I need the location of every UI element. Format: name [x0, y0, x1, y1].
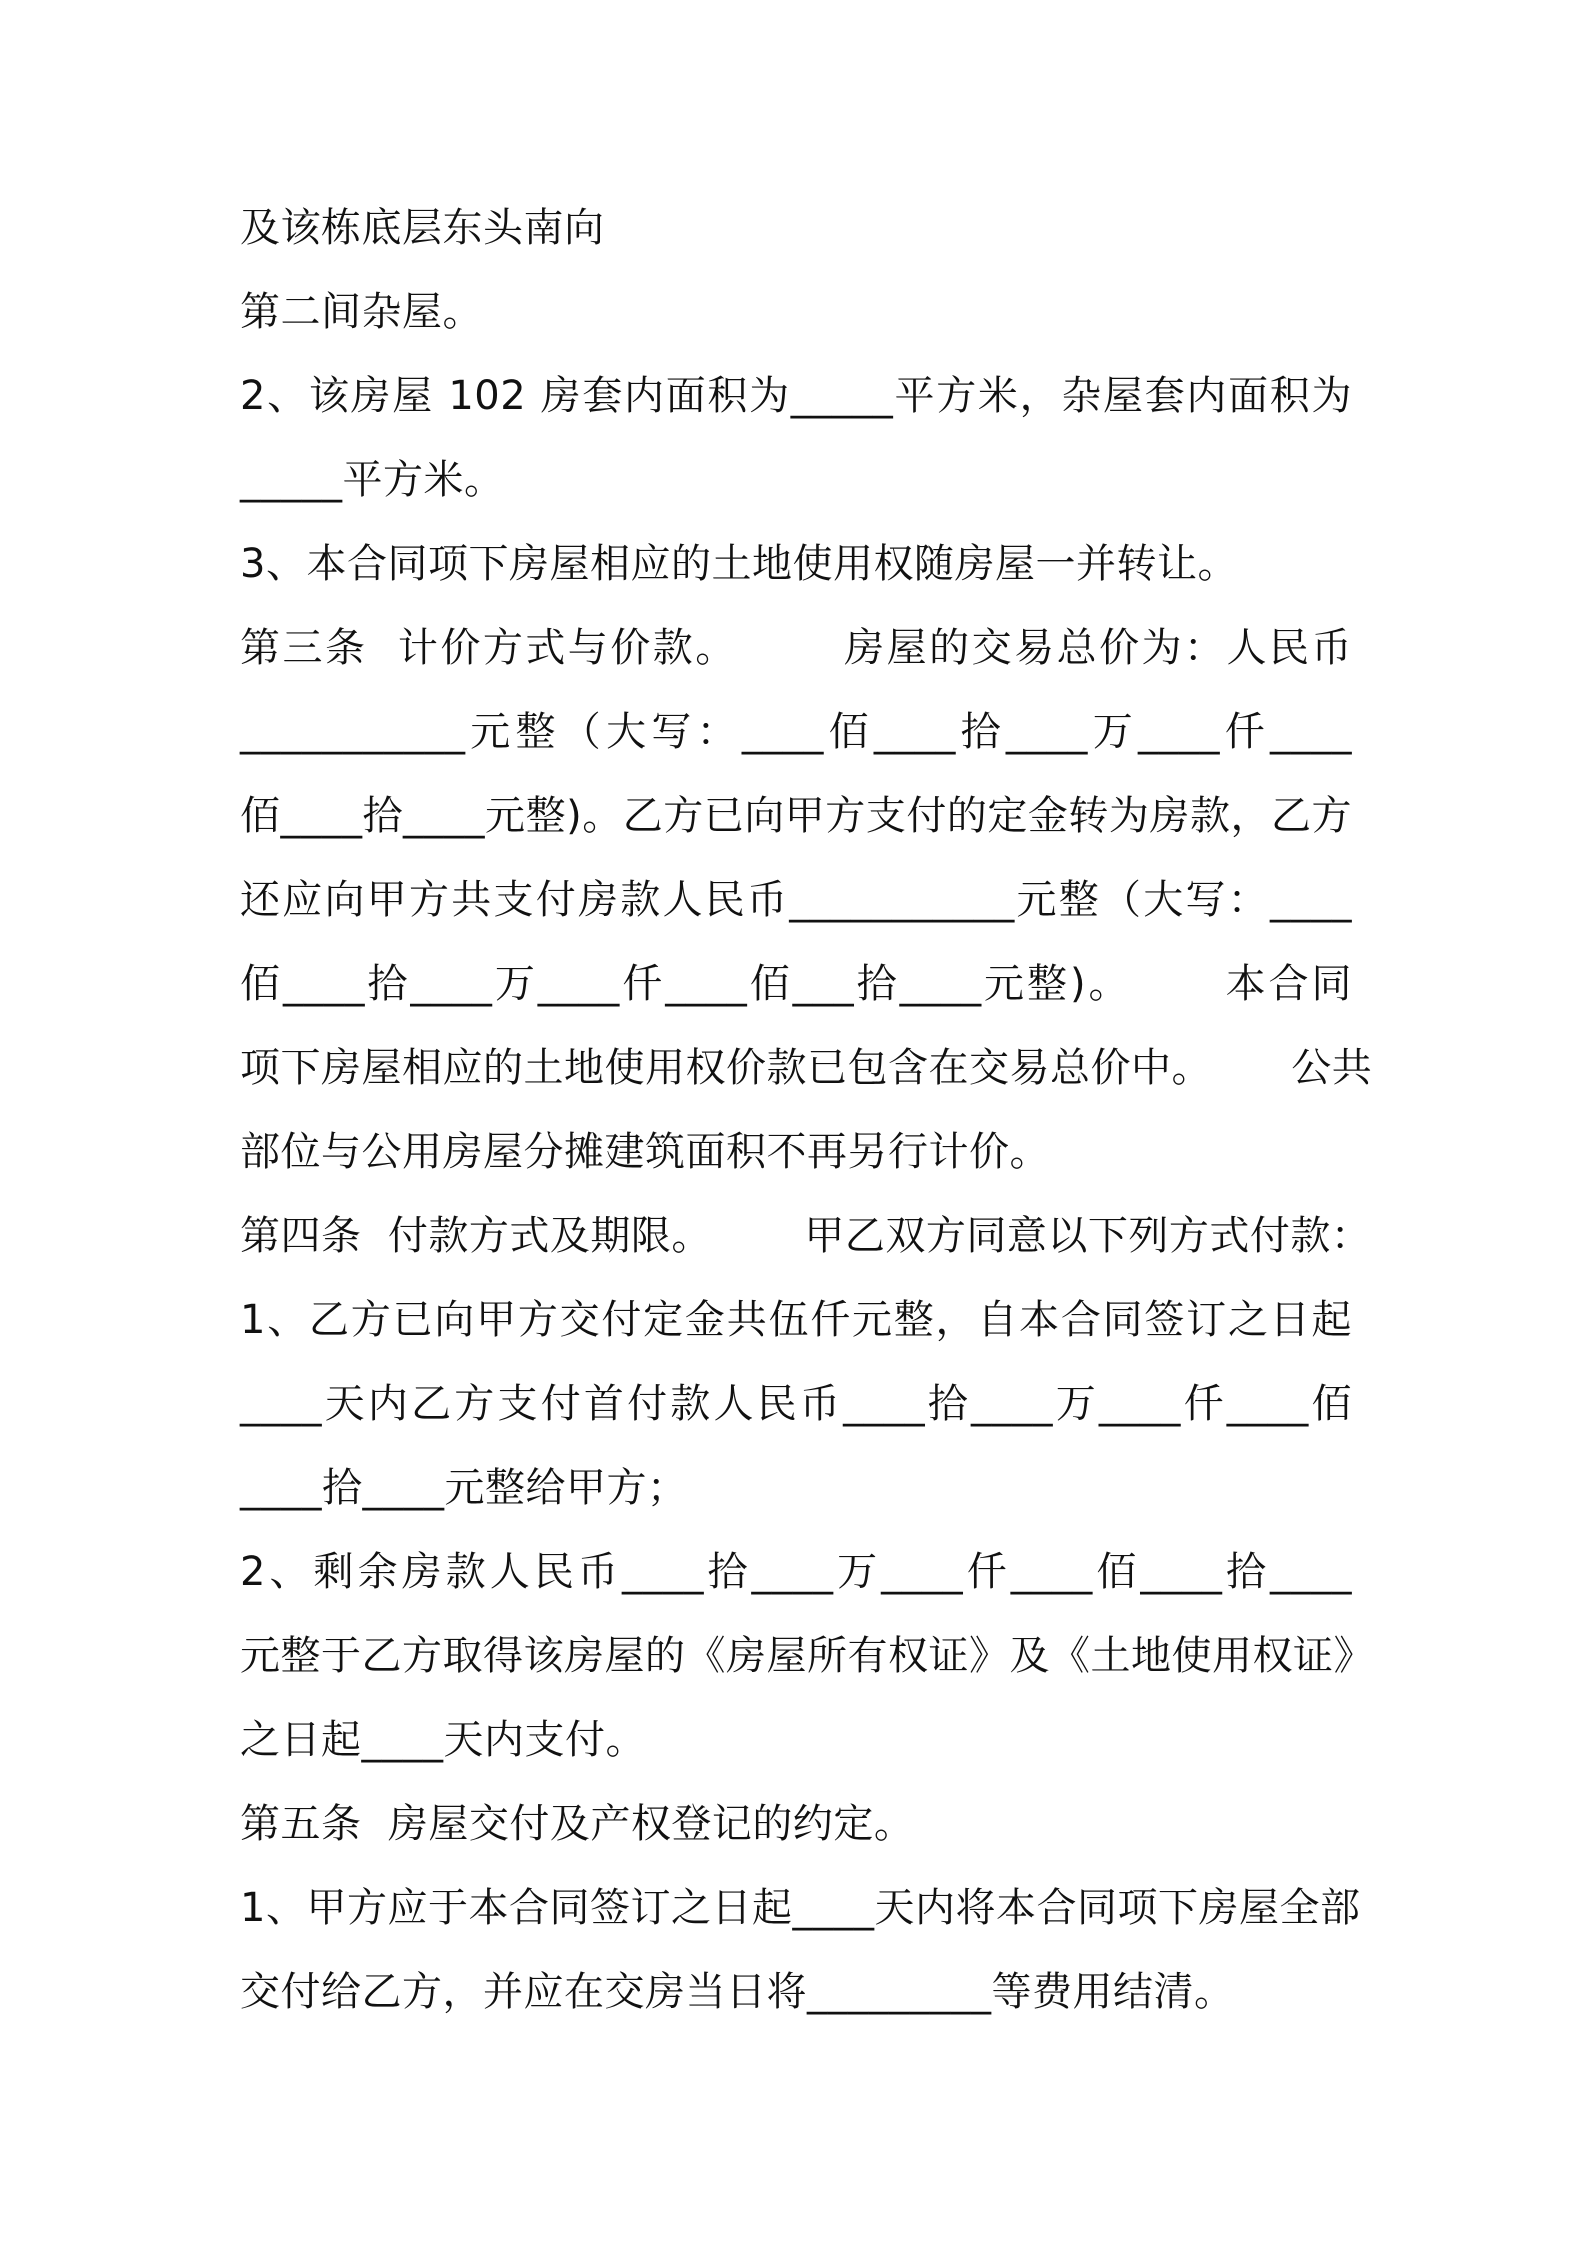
text-line: 元整于乙方取得该房屋的《房屋所有权证》及《土地使用权证》 [240, 1633, 1374, 1679]
text-line: 项下房屋相应的土地使用权价款已包含在交易总价中。 公共 [240, 1045, 1373, 1091]
text-line: 交付给乙方，并应在交房当日将_________等费用结清。 [240, 1969, 1235, 2015]
text-line: _____平方米。 [240, 457, 505, 503]
text-line: 第五条 房屋交付及产权登记的约定。 [240, 1801, 915, 1847]
text-line: ____天内乙方支付首付款人民币____拾____万____仟____佰 [240, 1381, 1352, 1427]
text-line: 2、剩余房款人民币____拾____万____仟____佰____拾____ [240, 1549, 1352, 1595]
text-line: ____拾____元整给甲方； [240, 1465, 688, 1511]
text-line: 部位与公用房屋分摊建筑面积不再另行计价。 [240, 1129, 1050, 1175]
text-line: 1、甲方应于本合同签订之日起____天内将本合同项下房屋全部 [240, 1885, 1361, 1931]
text-line: 2、该房屋 102 房套内面积为_____平方米，杂屋套内面积为 [240, 373, 1352, 419]
text-line: ___________元整（大写：____佰____拾____万____仟____ [240, 709, 1352, 755]
text-line: 3、本合同项下房屋相应的土地使用权随房屋一并转让。 [240, 541, 1238, 587]
text-line: 还应向甲方共支付房款人民币___________元整（大写：____ [240, 877, 1352, 923]
text-line: 佰____拾____万____仟____佰___拾____元整)。 本合同 [240, 961, 1352, 1007]
text-line: 佰____拾____元整)。乙方已向甲方支付的定金转为房款，乙方 [240, 793, 1352, 839]
text-line: 第四条 付款方式及期限。 甲乙双方同意以下列方式付款： [240, 1213, 1372, 1259]
text-line: 1、乙方已向甲方交付定金共伍仟元整，自本合同签订之日起 [240, 1297, 1352, 1343]
text-line: 第三条 计价方式与价款。 房屋的交易总价为：人民币 [240, 625, 1352, 671]
text-line: 第二间杂屋。 [240, 289, 483, 335]
text-line: 之日起____天内支付。 [240, 1717, 646, 1763]
text-line: 及该栋底层东头南向 [240, 205, 605, 251]
